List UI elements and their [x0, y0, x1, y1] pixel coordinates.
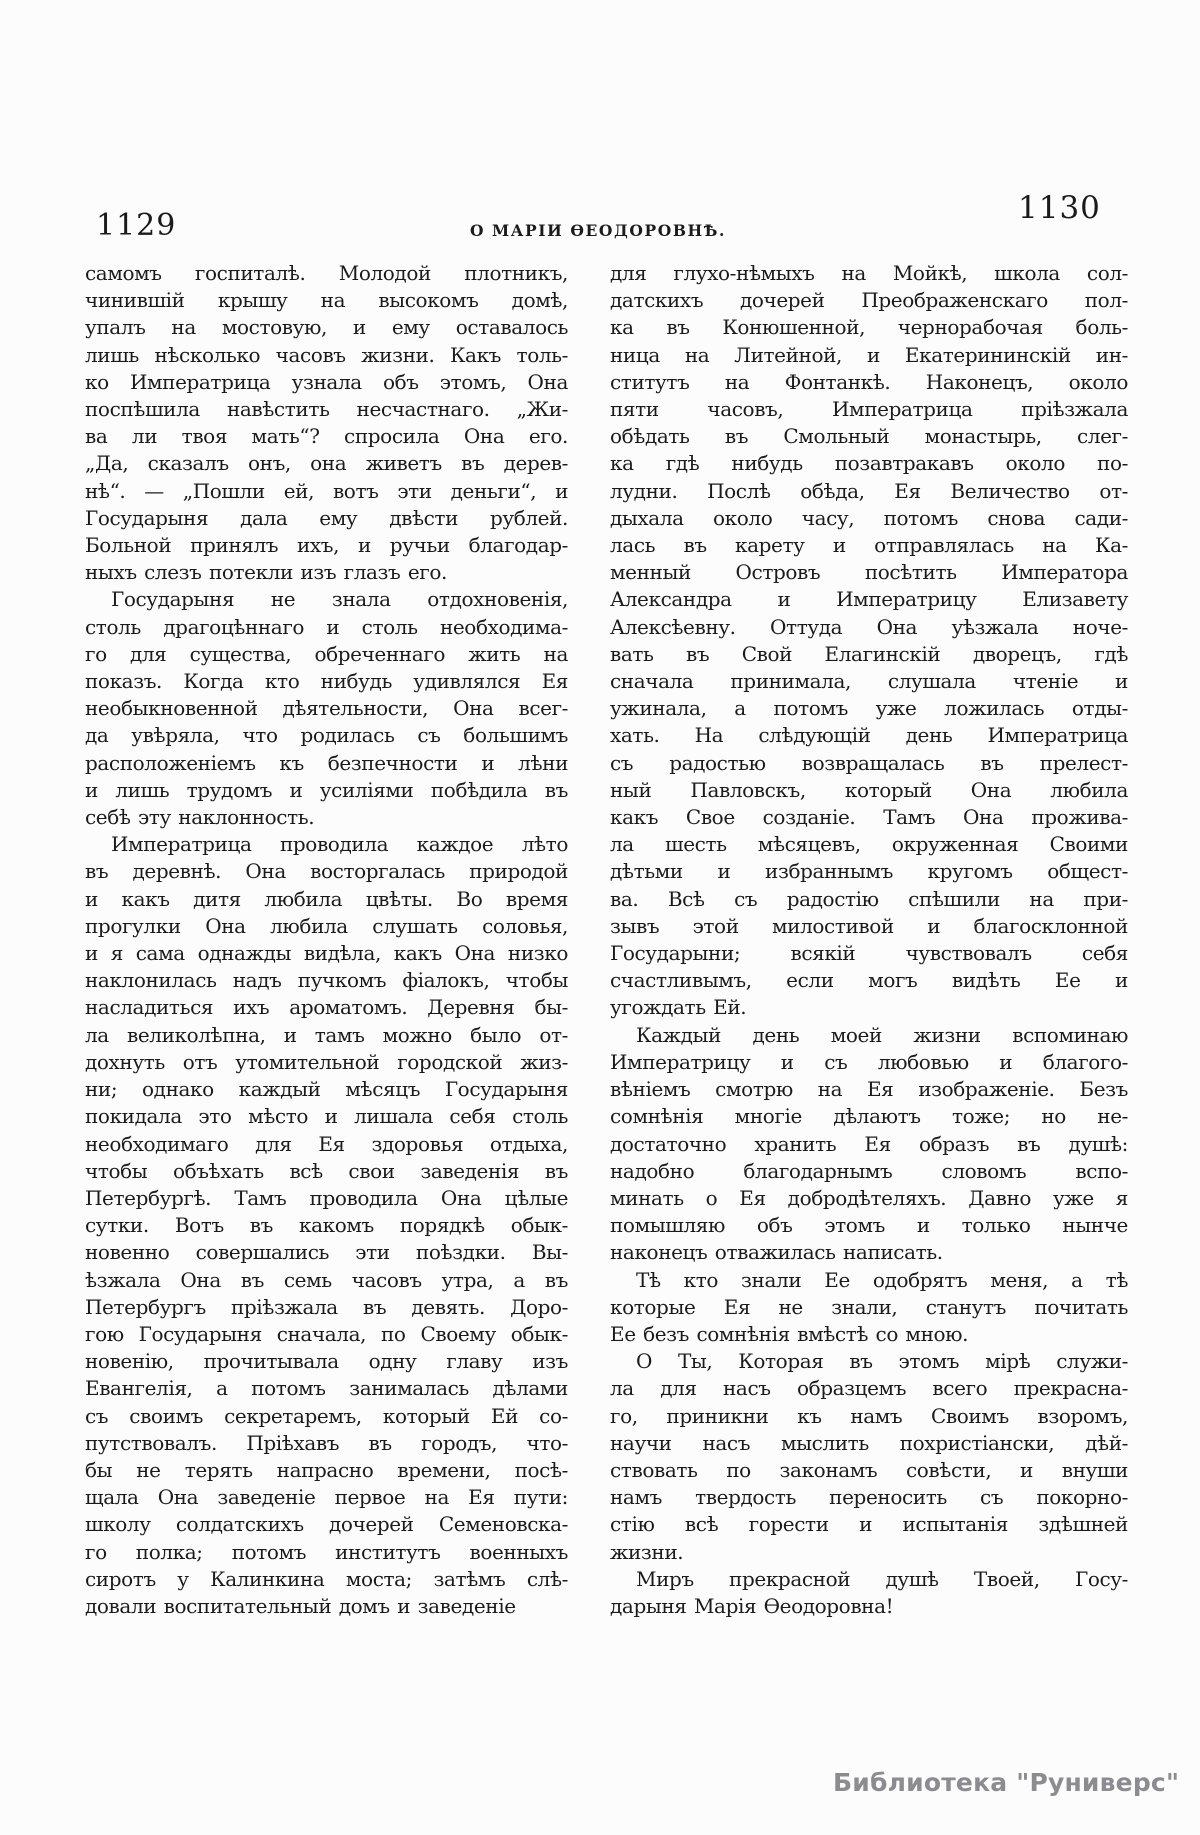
- text-line: стію всѣ горести и испытанія здѣшней: [610, 1512, 1128, 1537]
- text-line: лудни. Послѣ обѣда, Ея Величество от-: [610, 478, 1128, 503]
- page-number-left: 1129: [96, 208, 177, 243]
- text-line: дарыня Марія Ѳеодоровна!: [610, 1593, 894, 1618]
- text-line: датскихъ дочерей Преображенскаго пол-: [610, 288, 1128, 313]
- text-line: го для существа, обреченнаго жить на: [85, 641, 568, 666]
- text-line: школу солдатскихъ дочерей Семеновска-: [85, 1512, 568, 1537]
- text-line: чтобы объѣхать всѣ свои заведенія въ: [85, 1158, 568, 1183]
- text-line: О Ты, Которая въ этомъ мірѣ служи-: [636, 1349, 1128, 1374]
- text-line: дыхала около часу, потомъ снова сади-: [610, 505, 1128, 530]
- text-line: намъ твердость переносить съ покорно-: [610, 1485, 1128, 1510]
- text-line: наконецъ отважилась написать.: [610, 1240, 943, 1265]
- text-line: Государыня не знала отдохновенія,: [111, 587, 568, 612]
- text-line: угождать Ей.: [610, 995, 747, 1020]
- text-line: Императрица проводила каждое лѣто: [111, 832, 568, 857]
- text-line: обѣдать въ Смольный монастырь, слег-: [610, 424, 1128, 449]
- text-line: помышляю объ этомъ и только нынче: [610, 1213, 1128, 1238]
- text-line: Миръ прекрасной душѣ Твоей, Госу-: [636, 1566, 1128, 1591]
- text-line: наклонилась надъ пучкомъ фіалокъ, чтобы: [85, 968, 568, 993]
- text-line: поспѣшила навѣстить несчастнаго. „Жи-: [85, 397, 568, 422]
- text-line: которые Ея не знали, станутъ почитать: [610, 1294, 1128, 1319]
- text-line: ка гдѣ нибудь позавтракавъ около по-: [610, 451, 1128, 476]
- text-line: зывъ этой милостивой и благосклонной: [610, 913, 1128, 938]
- text-column-left: [85, 260, 568, 1620]
- text-line: ститутъ на Фонтанкѣ. Наконецъ, около: [610, 369, 1128, 394]
- text-line: въ деревнѣ. Она восторгалась природой: [85, 859, 568, 884]
- text-line: Евангелія, а потомъ занималась дѣлами: [85, 1376, 568, 1401]
- text-line: чинившій крышу на высокомъ домѣ,: [85, 288, 568, 313]
- text-line: Петербургѣ. Тамъ проводила Она цѣлые: [85, 1185, 568, 1210]
- text-line: необходимаго для Ея здоровья отдыха,: [85, 1131, 568, 1156]
- text-line: ница на Литейной, и Екатерининскій ин-: [610, 342, 1128, 367]
- text-line: Петербургъ пріѣзжала въ девять. Доро-: [85, 1294, 568, 1319]
- text-line: довали воспитательный домъ и заведеніе: [85, 1593, 516, 1618]
- text-line: необыкновенной дѣятельности, Она всег-: [85, 696, 568, 721]
- text-line: для глухо-нѣмыхъ на Мойкѣ, школа сол-: [610, 261, 1128, 285]
- text-line: ко Императрица узнала объ этомъ, Она: [85, 369, 568, 394]
- text-line: Ее безъ сомнѣнія вмѣстѣ со мною.: [610, 1321, 969, 1346]
- library-watermark: Библиотека "Руниверс": [833, 1768, 1180, 1797]
- text-line: жизни.: [610, 1539, 684, 1564]
- running-title: О МАРІИ ѲЕОДОРОВНѢ.: [469, 221, 727, 240]
- text-line: путствовалъ. Пріѣхавъ въ городъ, что-: [85, 1430, 568, 1455]
- text-line: Государыня дала ему двѣсти рублей.: [85, 505, 568, 530]
- text-line: новенію, прочитывала одну главу изъ: [85, 1349, 568, 1374]
- text-line: самомъ госпиталѣ. Молодой плотникъ,: [85, 261, 568, 285]
- text-line: столь драгоцѣннаго и столь необходима-: [85, 614, 568, 639]
- text-line: минать о Ея добродѣтеляхъ. Давно уже я: [610, 1185, 1128, 1210]
- text-line: Государыни; всякій чувствовалъ себя: [610, 941, 1128, 966]
- text-line: себѣ эту наклонность.: [85, 805, 315, 830]
- text-line: сомнѣнія многіе дѣлаютъ тоже; но не-: [610, 1104, 1128, 1129]
- text-line: съ радостью возвращалась въ прелест-: [610, 750, 1128, 775]
- text-line: ла великолѣпна, и тамъ можно было от-: [85, 1022, 568, 1047]
- text-line: какъ Свое созданіе. Тамъ Она прожива-: [610, 805, 1128, 830]
- text-line: дѣтьми и избраннымъ кругомъ общест-: [610, 859, 1128, 884]
- text-line: Тѣ кто знали Ее одобрятъ меня, а тѣ: [636, 1267, 1128, 1292]
- text-line: надобно благодарнымъ словомъ вспо-: [610, 1158, 1128, 1183]
- text-line: прогулки Она любила слушать соловья,: [85, 913, 568, 938]
- text-line: Алексѣевну. Оттуда Она уѣзжала ноче-: [610, 614, 1128, 639]
- text-line: сиротъ у Калинкина моста; затѣмъ слѣ-: [85, 1566, 568, 1591]
- text-line: Больной принялъ ихъ, и ручьи благодар-: [85, 533, 568, 558]
- text-line: расположеніемъ къ безпечности и лѣни: [85, 750, 568, 775]
- text-line: „Да, сказалъ онъ, она живетъ въ дерев-: [85, 451, 568, 476]
- text-line: сутки. Вотъ въ какомъ порядкѣ обык-: [85, 1213, 568, 1238]
- text-line: бы не терять напрасно времени, посѣ-: [85, 1457, 568, 1482]
- text-line: и я сама однажды видѣла, какъ Она низко: [85, 941, 568, 966]
- text-line: упалъ на мостовую, и ему оставалось: [85, 315, 568, 340]
- text-line: да увѣряла, что родилась съ большимъ: [85, 723, 568, 748]
- text-line: вать въ Свой Елагинскій дворецъ, гдѣ: [610, 641, 1128, 666]
- text-line: лась въ карету и отправлялась на Ка-: [610, 533, 1128, 558]
- text-line: лишь нѣсколько часовъ жизни. Какъ толь-: [85, 342, 568, 367]
- text-line: и лишь трудомъ и усиліями побѣдила въ: [85, 777, 568, 802]
- text-line: ни; однако каждый мѣсяцъ Государыня: [85, 1077, 568, 1102]
- text-line: съ своимъ секретаремъ, который Ей со-: [85, 1403, 568, 1428]
- text-line: пяти часовъ, Императрица пріѣзжала: [610, 397, 1128, 422]
- text-line: щала Она заведеніе первое на Ея пути:: [85, 1485, 568, 1510]
- text-line: ла шесть мѣсяцевъ, окруженная Своими: [610, 832, 1128, 857]
- text-line: Каждый день моей жизни вспоминаю: [636, 1022, 1128, 1047]
- text-line: хать. На слѣдующій день Императрица: [610, 723, 1128, 748]
- text-line: ва. Всѣ съ радостію спѣшили на при-: [610, 886, 1128, 911]
- text-line: ный Павловскъ, который Она любила: [610, 777, 1128, 802]
- text-line: ва ли твоя мать“? спросила Она его.: [85, 424, 568, 449]
- text-line: покидала это мѣсто и лишала себя столь: [85, 1104, 568, 1129]
- text-block: [85, 260, 1128, 1620]
- text-line: показъ. Когда кто нибудь удивлялся Ея: [85, 669, 568, 694]
- text-line: ла для насъ образцемъ всего прекрасна-: [610, 1376, 1128, 1401]
- text-column-right: [610, 260, 1128, 1620]
- text-line: нѣ“. — „Пошли ей, вотъ эти деньги“, и: [85, 478, 568, 503]
- text-line: достаточно хранить Ея образъ въ душѣ:: [610, 1131, 1128, 1156]
- text-line: го, приникни къ намъ Своимъ взоромъ,: [610, 1403, 1128, 1428]
- text-line: насладиться ихъ ароматомъ. Деревня бы-: [85, 995, 568, 1020]
- text-line: го полка; потомъ институтъ военныхъ: [85, 1539, 568, 1564]
- text-line: вѣніемъ смотрю на Ея изображеніе. Безъ: [610, 1077, 1128, 1102]
- text-line: Императрицу и съ любовью и благого-: [610, 1049, 1128, 1074]
- text-line: новенно совершались эти поѣздки. Вы-: [85, 1240, 568, 1265]
- page-number-right: 1130: [1018, 190, 1101, 226]
- text-line: научи насъ мыслить похристіански, дѣй-: [610, 1430, 1128, 1455]
- text-line: ѣзжала Она въ семь часовъ утра, а въ: [85, 1267, 568, 1292]
- text-line: сначала принимала, слушала чтеніе и: [610, 669, 1128, 694]
- text-line: дохнуть отъ утомительной городской жиз-: [85, 1049, 568, 1074]
- text-line: гою Государыня сначала, по Своему обык-: [85, 1321, 568, 1346]
- text-line: и какъ дитя любила цвѣты. Во время: [85, 886, 568, 911]
- text-line: ствовать по законамъ совѣсти, и внуши: [610, 1457, 1128, 1482]
- text-line: счастливымъ, если могъ видѣть Ее и: [610, 968, 1128, 993]
- text-line: менный Островъ посѣтить Императора: [610, 560, 1128, 585]
- text-line: ка въ Конюшенной, чернорабочая боль-: [610, 315, 1128, 340]
- text-line: ужинала, а потомъ уже ложилась отды-: [610, 696, 1128, 721]
- text-line: ныхъ слезъ потекли изъ глазъ его.: [85, 560, 447, 585]
- text-line: Александра и Императрицу Елизавету: [610, 587, 1128, 612]
